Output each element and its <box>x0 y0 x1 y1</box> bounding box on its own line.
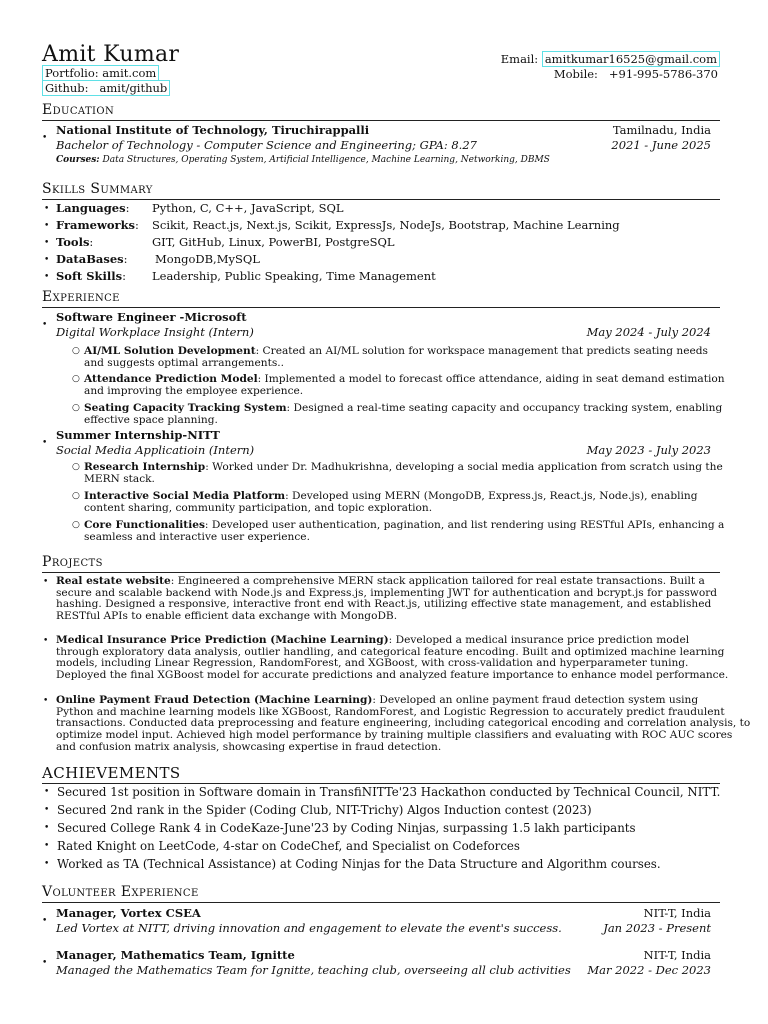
project-text: Deployed the final XGBoost model for accurate predictions and analyzed feature importance to enhance model performance. <box>56 669 729 682</box>
bullet-icon: • <box>44 823 50 833</box>
project-line <box>56 706 725 718</box>
section-rule <box>42 307 720 308</box>
skill-label: DataBases: <box>56 252 128 266</box>
experience-item-text: : Developed using MERN (MongoDB, Express.js, React.js, Node.js), enabling <box>285 490 698 502</box>
project-line <box>56 717 750 729</box>
skill-label: Soft Skills: <box>56 269 126 283</box>
project-text: : Developed an online payment fraud detection system using <box>372 694 699 706</box>
skill-value: Python, C, C++, JavaScript, SQL <box>152 201 344 215</box>
achievement-item: Secured College Rank 4 in CodeKaze-June'23 by Coding Ninjas, surpassing 1.5 lakh participants <box>57 821 636 835</box>
project-text: optimize model input. Achieved high model performance by training multiple classifiers and evaluating with ROC AUC scores <box>56 729 733 742</box>
experience-item-line2: and suggests optimal arrangements.. <box>84 357 284 369</box>
skill-label: Tools: <box>56 235 94 249</box>
experience-item-line <box>84 373 725 385</box>
experience-item-line <box>84 461 723 473</box>
achievement-item: Rated Knight on LeetCode, 4-star on CodeChef, and Specialist on Codeforces <box>57 839 520 853</box>
skill-label-text: DataBases <box>56 252 124 266</box>
experience-item-text: : Designed a real-time seating capacity and occupancy tracking system, enabling <box>286 402 723 414</box>
email-line: Email: amitkumar16525@gmail.com <box>501 52 720 66</box>
volunteer-description: Managed the Mathematics Team for Ignitte, teaching club, overseeing all club activities <box>56 963 571 977</box>
bullet-icon: • <box>44 272 50 282</box>
project-text: secure and scalable backend with Node.js and Express.js, implementing JWT for authentication and bcrypt.js for password <box>56 586 718 599</box>
job-role: Software Engineer -Microsoft <box>56 310 247 324</box>
section-title-volunteer: Volunteer Experience <box>42 884 199 900</box>
experience-item-label: AI/ML Solution Development <box>84 345 256 357</box>
skill-value: GIT, GitHub, Linux, PowerBI, PostgreSQL <box>152 235 395 249</box>
bullet-icon: • <box>42 438 48 448</box>
project-line <box>56 669 728 681</box>
skill-label-text: Tools <box>56 235 90 249</box>
project-line <box>56 694 698 706</box>
circle-bullet-icon: ○ <box>72 403 80 413</box>
experience-item-line2: seamless and interactive user experience. <box>84 531 310 543</box>
project-line <box>56 634 689 646</box>
bullet-icon: • <box>43 696 49 706</box>
job-dates: May 2023 - July 2023 <box>586 443 711 457</box>
bullet-icon: • <box>42 133 48 143</box>
achievement-item: Secured 2nd rank in the Spider (Coding Club, NIT-Trichy) Algos Induction contest (2023) <box>57 803 592 817</box>
circle-bullet-icon: ○ <box>72 520 80 530</box>
degree: Bachelor of Technology - Computer Science and Engineering; GPA: 8.27 <box>56 138 477 152</box>
experience-item-line2: content sharing, community participation, and topic exploration. <box>84 502 433 514</box>
project-line <box>56 575 705 587</box>
section-title-experience: Experience <box>42 289 120 305</box>
section-rule <box>42 783 720 784</box>
project-title: Real estate website <box>56 575 171 587</box>
experience-item-label: Seating Capacity Tracking System <box>84 402 287 414</box>
achievement-item: Worked as TA (Technical Assistance) at Coding Ninjas for the Data Structure and Algorithm courses. <box>57 857 661 871</box>
project-line <box>56 657 688 669</box>
experience-item-line <box>84 402 722 414</box>
experience-item-line2: MERN stack. <box>84 473 155 485</box>
section-rule <box>42 902 720 903</box>
mobile-number: +91-995-5786-370 <box>608 67 718 81</box>
bullet-icon: • <box>42 958 48 968</box>
project-text: transactions. Conducted data preprocessing and feature engineering, including categorical encoding and correlation analysis, to <box>56 717 751 730</box>
job-role: Summer Internship-NITT <box>56 428 220 442</box>
experience-item-label: Research Internship <box>84 461 206 473</box>
bullet-icon: • <box>44 787 50 797</box>
project-line <box>56 610 397 622</box>
project-text: and confusion matrix analysis, showcasing expertise in fraud detection. <box>56 740 442 753</box>
section-title-projects: Projects <box>42 554 103 570</box>
bullet-icon: • <box>42 916 48 926</box>
school-location: Tamilnadu, India <box>612 123 711 137</box>
bullet-icon: • <box>44 841 50 851</box>
experience-item-line <box>84 490 697 502</box>
project-line <box>56 729 732 741</box>
project-line <box>56 646 724 658</box>
project-title: Online Payment Fraud Detection (Machine Learning) <box>56 694 373 706</box>
project-text: through exploratory data analysis, outlier handling, and categorical feature encoding. Built and optimized machine learning <box>56 645 725 658</box>
section-title-education: Education <box>42 102 115 118</box>
school-name: National Institute of Technology, Tiruchirappalli <box>56 123 370 137</box>
section-rule <box>42 120 720 121</box>
circle-bullet-icon: ○ <box>72 374 80 384</box>
skill-label-text: Frameworks <box>56 218 136 232</box>
volunteer-dates: Jan 2023 - Present <box>603 921 711 935</box>
skill-label-text: Soft Skills <box>56 269 123 283</box>
project-text: : Engineered a comprehensive MERN stack application tailored for real estate transactions. Built a <box>170 575 705 587</box>
bullet-icon: • <box>42 320 48 330</box>
portfolio-link[interactable]: Portfolio: amit.com <box>42 66 159 80</box>
volunteer-dates: Mar 2022 - Dec 2023 <box>587 963 711 977</box>
experience-item-line <box>84 519 724 531</box>
education-dates: 2021 - June 2025 <box>611 138 711 152</box>
experience-item-line <box>84 345 708 357</box>
courses: Courses: Data Structures, Operating System, Artificial Intelligence, Machine Learning, Networking, DBMS <box>56 155 550 165</box>
skill-label: Frameworks: <box>56 218 139 232</box>
volunteer-role: Manager, Vortex CSEA <box>56 906 201 920</box>
skill-value: Leadership, Public Speaking, Time Management <box>152 269 436 283</box>
section-title-achievements: ACHIEVEMENTS <box>42 764 181 782</box>
experience-item-text: : Developed user authentication, pagination, and list rendering using RESTful APIs, enhancing a <box>204 519 725 531</box>
bullet-icon: • <box>44 204 50 214</box>
bullet-icon: • <box>44 255 50 265</box>
github-link[interactable]: Github: amit/github <box>42 81 170 95</box>
volunteer-location: NIT-T, India <box>643 948 711 962</box>
volunteer-role: Manager, Mathematics Team, Ignitte <box>56 948 295 962</box>
bullet-icon: • <box>44 859 50 869</box>
volunteer-description: Led Vortex at NITT, driving innovation and engagement to elevate the event's success. <box>56 921 562 935</box>
circle-bullet-icon: ○ <box>72 346 80 356</box>
experience-item-text: : Worked under Dr. Madhukrishna, developing a social media application from scratch using the <box>205 461 723 473</box>
project-line <box>56 741 441 753</box>
mobile-line: Mobile: +91-995-5786-370 <box>553 67 718 81</box>
experience-item-label: Attendance Prediction Model <box>84 373 258 385</box>
experience-item-label: Interactive Social Media Platform <box>84 490 286 502</box>
circle-bullet-icon: ○ <box>72 462 80 472</box>
experience-item-line2: and improving the employee experience. <box>84 385 304 397</box>
project-line <box>56 598 711 610</box>
bullet-icon: • <box>44 805 50 815</box>
bullet-icon: • <box>43 636 49 646</box>
project-text: : Developed a medical insurance price prediction model <box>388 634 690 646</box>
experience-item-text: : Created an AI/ML solution for workspace management that predicts seating needs <box>255 345 708 357</box>
bullet-icon: • <box>44 238 50 248</box>
skill-label: Languages: <box>56 201 130 215</box>
project-text: RESTful APIs to enable efficient data exchange with MongoDB. <box>56 610 398 623</box>
experience-item-label: Core Functionalities <box>84 519 205 531</box>
job-dates: May 2024 - July 2024 <box>586 325 711 339</box>
skill-label-text: Languages <box>56 201 126 215</box>
circle-bullet-icon: ○ <box>72 491 80 501</box>
skill-value: MongoDB,MySQL <box>155 252 260 266</box>
job-subtitle: Digital Workplace Insight (Intern) <box>56 325 254 339</box>
project-text: models, including Linear Regression, RandomForest, and XGBoost, with cross-validation and hyperparameter tuning. <box>56 657 689 670</box>
project-line <box>56 587 717 599</box>
email-link[interactable]: amitkumar16525@gmail.com <box>542 51 720 67</box>
project-text: Python and machine learning models like XGBoost, RandomForest, and Logistic Regression to accurately predict fraudulent <box>56 705 725 718</box>
achievement-item: Secured 1st position in Software domain in TransfiNITTe'23 Hackathon conducted by Technical Council, NITT. <box>57 785 721 799</box>
section-rule <box>42 572 720 573</box>
skill-value: Scikit, React.js, Next.js, Scikit, ExpressJs, NodeJs, Bootstrap, Machine Learning <box>152 218 620 232</box>
bullet-icon: • <box>44 221 50 231</box>
section-title-skills: Skills Summary <box>42 181 153 197</box>
experience-item-text: : Implemented a model to forecast office attendance, aiding in seat demand estimation <box>257 373 725 385</box>
section-rule <box>42 199 720 200</box>
project-title: Medical Insurance Price Prediction (Machine Learning) <box>56 634 389 646</box>
volunteer-location: NIT-T, India <box>643 906 711 920</box>
experience-item-line2: effective space planning. <box>84 414 218 426</box>
candidate-name: Amit Kumar <box>42 42 180 67</box>
job-subtitle: Social Media Applicatioin (Intern) <box>56 443 255 457</box>
bullet-icon: • <box>43 577 49 587</box>
project-text: hashing. Designed a responsive, interactive front end with React.js, utilizing effective state management, and established <box>56 598 712 611</box>
